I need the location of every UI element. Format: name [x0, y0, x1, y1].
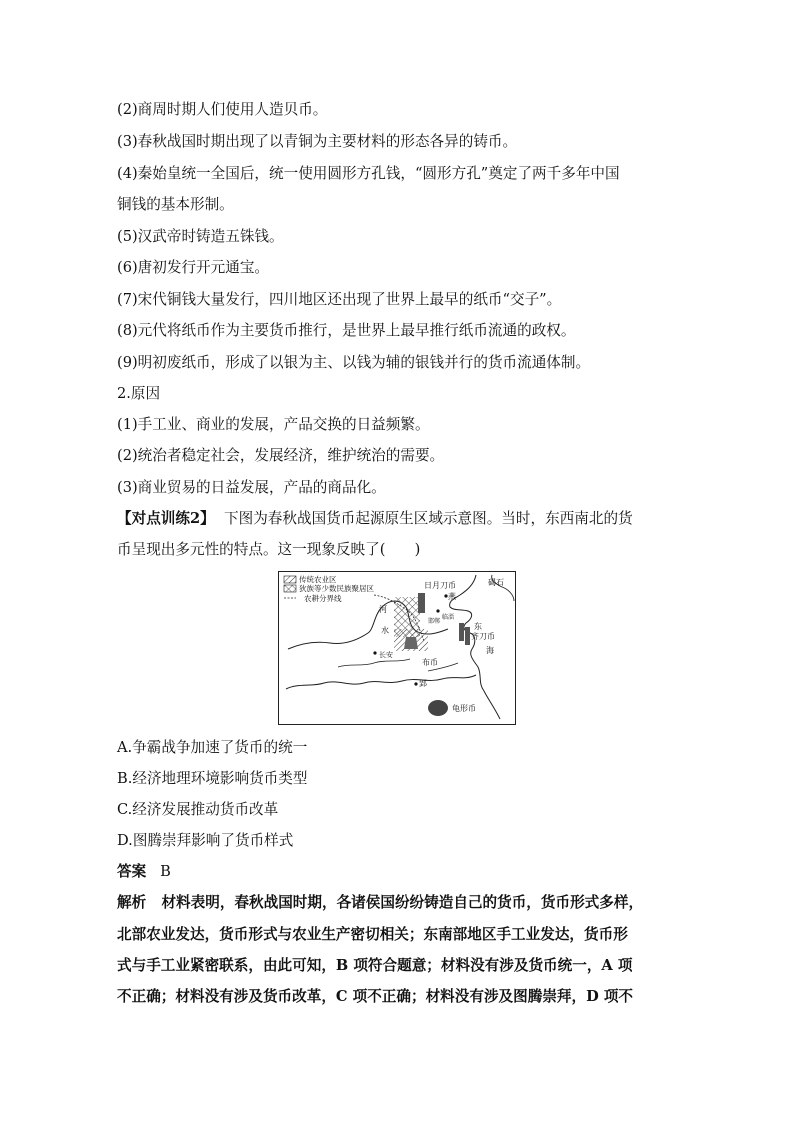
analysis-line: 不正确；材料没有涉及货币改革，C 项不正确；材料没有涉及图腾崇拜，D 项不 [117, 988, 634, 1005]
map-label: 东 [474, 622, 482, 631]
section-heading: 2.原因 [117, 385, 161, 402]
city-dot [436, 609, 439, 612]
map-label: 邯郸 [428, 618, 441, 625]
text-line: (5)汉武帝时铸造五铢钱。 [117, 228, 284, 245]
spade-coin-icon [404, 637, 418, 649]
map-label: 龟形币 [452, 704, 476, 713]
analysis-line: 北部农业发达，货币形式与农业生产密切相关；东南部地区手工业发达，货币形 [117, 926, 628, 943]
question-line [117, 509, 633, 529]
legend-label: 农耕分界线 [304, 594, 342, 603]
option-a: A.争霸战争加速了货币的统一 [117, 739, 308, 756]
text-line: (1)手工业、商业的发展，产品交换的日益频繁。 [117, 416, 430, 433]
map-label: 水 [381, 626, 389, 635]
map-label: 齐刀币 [471, 632, 495, 641]
map-label: 长安 [379, 651, 393, 659]
answer-line [117, 862, 171, 882]
map-label: 郢 [419, 679, 427, 688]
analysis-label: 解析 [117, 894, 147, 911]
legend-label: 狄族等少数民族聚居区 [299, 584, 374, 593]
map-label: 日月刀币 [424, 581, 456, 590]
currency-origin-map [278, 571, 516, 725]
text-line: (6)唐初发行开元通宝。 [117, 259, 270, 276]
turtle-coin-icon [428, 700, 448, 716]
analysis-line: 式与手工业紧密联系，由此可知，B 项符合题意；材料没有涉及货币统一，A 项 [117, 957, 633, 974]
question-tag: 【对点训练2】 [117, 510, 215, 527]
text-line: (2)统治者稳定社会，发展经济，维护统治的需要。 [117, 447, 445, 464]
answer-label: 答案 [117, 863, 147, 880]
map-label: 碣石 [488, 578, 504, 587]
map-label: 海 [486, 646, 494, 655]
question-line: 币呈现出多元性的特点。这一现象反映了( ) [117, 541, 421, 558]
text-line: (9)明初废纸币，形成了以银为主、以钱为辅的银钱并行的货币流通体制。 [117, 354, 591, 371]
map-label: 河 [379, 605, 387, 614]
text-line: (3)春秋战国时期出现了以青铜为主要材料的形态各异的铸币。 [117, 133, 518, 150]
knife-coin-icon [418, 593, 425, 613]
text-line: 铜钱的基本形制。 [117, 196, 234, 213]
option-d: D.图腾崇拜影响了货币样式 [117, 832, 294, 849]
map-label: 临淄 [442, 614, 455, 621]
text-line: (2)商周时期人们使用人造贝币。 [117, 101, 328, 118]
analysis-text: 材料表明，春秋战国时期，各诸侯国纷纷铸造自己的货币，货币形式多样， [161, 894, 644, 911]
map-label: 燕 [448, 592, 456, 601]
analysis-line [117, 893, 643, 913]
text-line: (7)宋代铜钱大量发行，四川地区还出现了世界上最早的纸币“交子”。 [117, 291, 562, 308]
map-label: 布币 [422, 658, 438, 667]
option-c: C.经济发展推动货币改革 [117, 801, 279, 818]
text-line: (8)元代将纸币作为主要货币推行，是世界上最早推行纸币流通的政权。 [117, 322, 576, 339]
knife-coin-icon [459, 623, 464, 641]
text-line: (3)商业贸易的日益发展，产品的商品化。 [117, 479, 386, 496]
city-dot [373, 651, 376, 654]
answer-value: B [160, 863, 171, 880]
knife-coin-icon [465, 627, 470, 645]
legend-swatch-farming [284, 576, 296, 583]
legend-swatch-minority [284, 585, 296, 592]
legend-label: 传统农业区 [299, 575, 337, 584]
city-dot [414, 682, 417, 685]
option-b: B.经济地理环境影响货币类型 [117, 770, 308, 787]
question-text: 下图为春秋战国货币起源原生区域示意图。当时，东西南北的货 [224, 510, 633, 527]
text-line: (4)秦始皇统一全国后，统一使用圆形方孔钱，“圆形方孔”奠定了两千多年中国 [117, 165, 620, 182]
